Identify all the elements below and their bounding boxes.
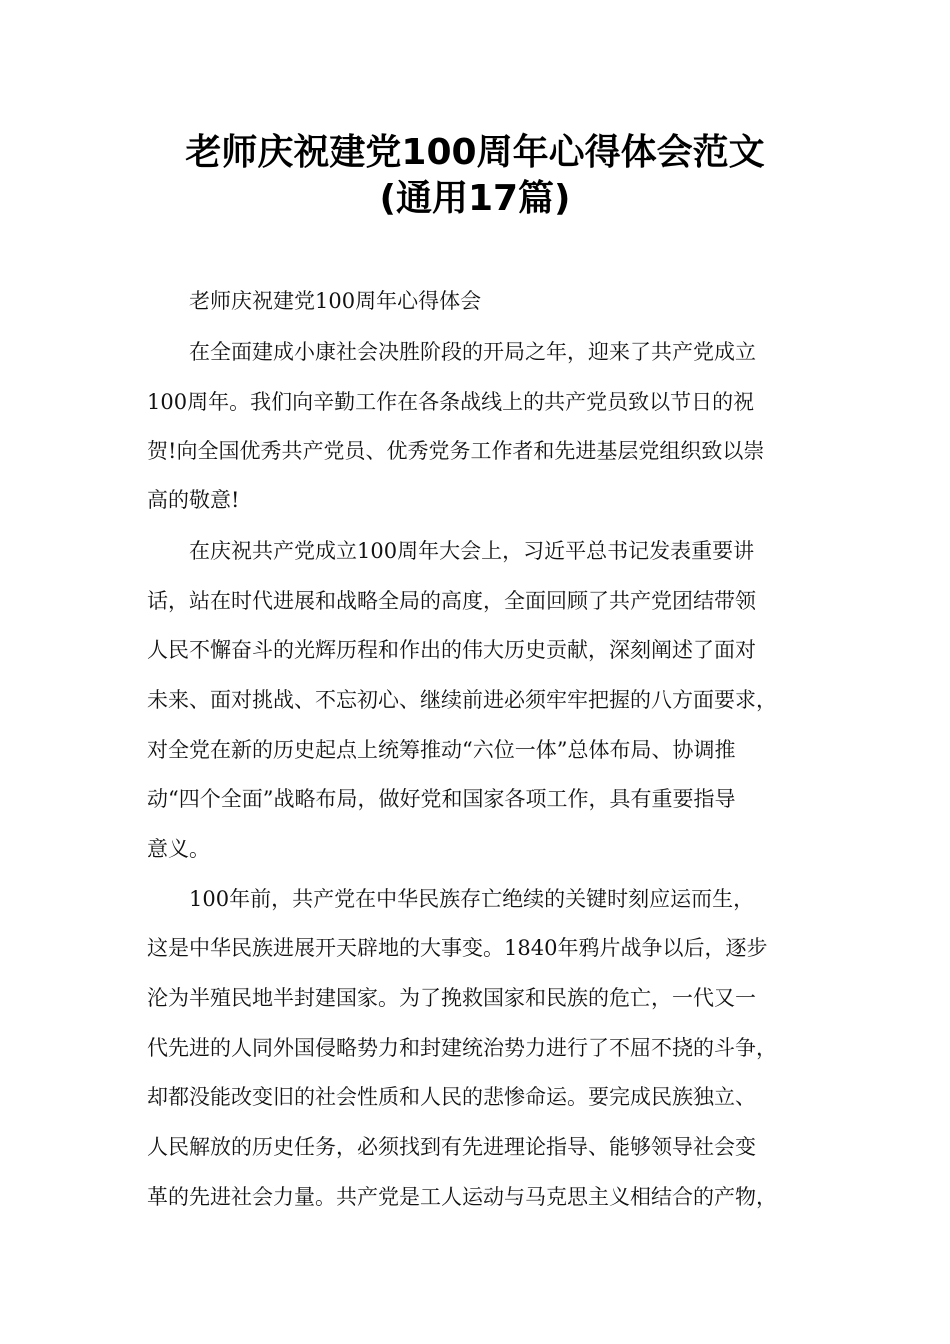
paragraph-line: 高的敬意! bbox=[147, 488, 240, 512]
paragraph-line: 贺!向全国优秀共产党员、优秀党务工作者和先进基层党组织致以崇 bbox=[147, 439, 765, 463]
paragraph-line: 却都没能改变旧的社会性质和人民的悲惨命运。要完成民族独立、 bbox=[147, 1085, 756, 1109]
paragraph-line: 100年前，共产党在中华民族存亡绝续的关键时刻应运而生， bbox=[189, 887, 755, 911]
paragraph-line: 未来、面对挑战、不忘初心、继续前进必须牢牢把握的八方面要求， bbox=[147, 688, 777, 712]
document-title-line2: (通用17篇) bbox=[379, 178, 571, 219]
paragraph-line: 对全党在新的历史起点上统筹推动“六位一体”总体布局、协调推 bbox=[147, 738, 736, 762]
paragraph-line: 革的先进社会力量。共产党是工人运动与马克思主义相结合的产物， bbox=[147, 1185, 777, 1209]
paragraph-line: 人民解放的历史任务，必须找到有先进理论指导、能够领导社会变 bbox=[147, 1135, 756, 1159]
section-heading: 老师庆祝建党100周年心得体会 bbox=[189, 289, 482, 313]
paragraph-line: 在庆祝共产党成立100周年大会上，习近平总书记发表重要讲 bbox=[189, 539, 755, 563]
paragraph-line: 这是中华民族进展开天辟地的大事变。1840年鸦片战争以后，逐步 bbox=[147, 936, 768, 960]
paragraph-line: 人民不懈奋斗的光辉历程和作出的伟大历史贡献，深刻阐述了面对 bbox=[147, 638, 756, 662]
paragraph-line: 动“四个全面”战略布局，做好党和国家各项工作，具有重要指导 bbox=[147, 787, 736, 811]
paragraph-line: 意义。 bbox=[147, 837, 210, 861]
paragraph-line: 在全面建成小康社会决胜阶段的开局之年，迎来了共产党成立 bbox=[189, 340, 756, 364]
document-title-line1: 老师庆祝建党100周年心得体会范文 bbox=[185, 132, 765, 173]
paragraph-line: 100周年。我们向辛勤工作在各条战线上的共产党员致以节日的祝 bbox=[147, 390, 755, 414]
paragraph-line: 话，站在时代进展和战略全局的高度，全面回顾了共产党团结带领 bbox=[147, 589, 756, 613]
paragraph-line: 代先进的人同外国侵略势力和封建统治势力进行了不屈不挠的斗争， bbox=[147, 1036, 777, 1060]
paragraph-line: 沦为半殖民地半封建国家。为了挽救国家和民族的危亡，一代又一 bbox=[147, 986, 756, 1010]
